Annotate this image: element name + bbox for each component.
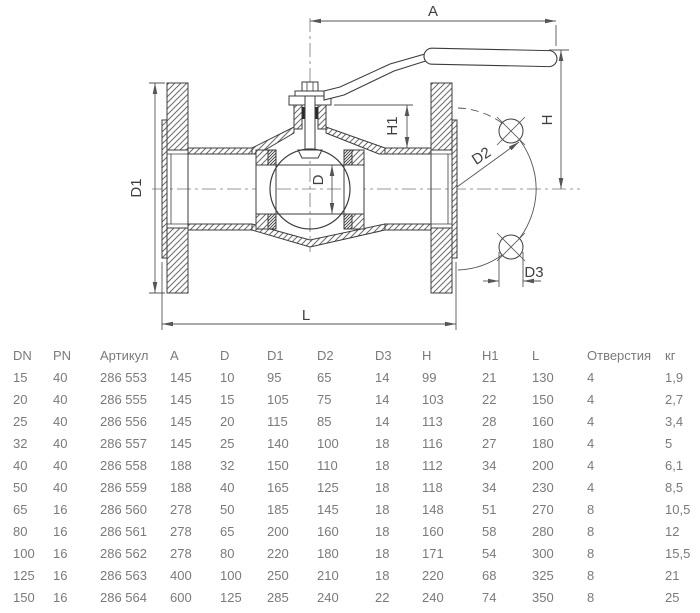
table-row-indent [0, 345, 13, 367]
table-row-indent [0, 521, 13, 543]
table-cell: 250 [267, 568, 289, 583]
table-cell: 165 [267, 480, 289, 495]
table-cell: 21 [482, 370, 497, 385]
table-cell: 180 [317, 546, 339, 561]
table-cell: 286 556 [100, 414, 147, 429]
table-cell: 18 [375, 568, 390, 583]
dim-label-d3: D3 [524, 264, 544, 281]
table-cell: 40 [220, 480, 235, 495]
table-cell: 220 [422, 568, 444, 583]
flange-right [431, 83, 457, 293]
table-row-indent [0, 477, 13, 499]
table-cell: 185 [267, 502, 289, 517]
table-cell: 4 [587, 436, 595, 451]
table-cell: 325 [532, 568, 554, 583]
table-cell: 20 [13, 392, 28, 407]
table-cell: 8 [587, 524, 595, 539]
seat-right [344, 150, 364, 229]
table-cell: 22 [375, 590, 390, 605]
table-cell: 286 561 [100, 524, 147, 539]
table-cell: 286 555 [100, 392, 147, 407]
table-cell: 85 [317, 414, 332, 429]
table-cell: 4 [587, 414, 595, 429]
table-cell: 15,5 [665, 546, 691, 561]
dim-label-l: L [301, 307, 311, 324]
table-row-indent [0, 367, 13, 389]
table-cell: 113 [422, 414, 443, 429]
table-cell: 160 [317, 524, 339, 539]
table-cell: 68 [482, 568, 497, 583]
table-cell: 278 [170, 502, 192, 517]
table-cell: 188 [170, 458, 192, 473]
table-cell: 2,7 [665, 392, 684, 407]
table-cell: 278 [170, 546, 192, 561]
table-cell: 99 [422, 370, 437, 385]
table-cell: 8 [587, 568, 595, 583]
table-cell: 16 [53, 524, 68, 539]
table-cell: 150 [13, 590, 35, 605]
table-cell: 130 [532, 370, 554, 385]
table-row-indent [0, 565, 13, 587]
table-cell: 4 [587, 458, 595, 473]
table-cell: 240 [317, 590, 339, 605]
table-cell: 145 [170, 392, 192, 407]
table-cell: 145 [317, 502, 339, 517]
table-row-indent [0, 587, 13, 609]
table-cell: 32 [220, 458, 235, 473]
table-cell: 75 [317, 392, 332, 407]
table-cell: 112 [422, 458, 443, 473]
table-cell: 15 [13, 370, 28, 385]
table-cell: 15 [220, 392, 235, 407]
table-cell: 18 [375, 458, 390, 473]
dim-label-a: A [427, 3, 439, 20]
table-row-indent [0, 543, 13, 565]
table-cell: 286 560 [100, 502, 147, 517]
table-cell: 400 [170, 568, 192, 583]
table-cell: 230 [532, 480, 554, 495]
table-cell: 1,9 [665, 370, 684, 385]
table-row-indent [0, 433, 13, 455]
table-cell: 300 [532, 546, 554, 561]
table-cell: 286 562 [100, 546, 147, 561]
table-row-indent [0, 499, 13, 521]
table-row-indent [0, 455, 13, 477]
column-header: PN [53, 348, 72, 363]
table-cell: 40 [53, 414, 68, 429]
table-cell: 200 [267, 524, 289, 539]
table-cell: 14 [375, 392, 390, 407]
column-header: D1 [267, 348, 284, 363]
table-cell: 150 [532, 392, 554, 407]
dim-label-d1: D1 [128, 178, 145, 198]
column-header: L [532, 348, 540, 363]
table-cell: 145 [170, 436, 192, 451]
column-header: D [220, 348, 230, 363]
table-cell: 6,1 [665, 458, 684, 473]
table-cell: 280 [532, 524, 554, 539]
dim-label-h1: H1 [384, 116, 401, 136]
table-cell: 286 557 [100, 436, 147, 451]
table-cell: 25 [665, 590, 680, 605]
table-cell: 65 [13, 502, 28, 517]
table-cell: 125 [13, 568, 35, 583]
table-cell: 8 [587, 590, 595, 605]
table-cell: 148 [422, 502, 444, 517]
table-cell: 286 563 [100, 568, 147, 583]
table-cell: 32 [13, 436, 28, 451]
table-cell: 150 [267, 458, 289, 473]
table-cell: 286 564 [100, 590, 147, 605]
table-cell: 50 [13, 480, 28, 495]
table-cell: 80 [13, 524, 28, 539]
table-cell: 51 [482, 502, 497, 517]
table-cell: 40 [53, 458, 68, 473]
table-cell: 200 [532, 458, 554, 473]
column-header: кг [665, 348, 676, 363]
flange-left [162, 83, 188, 293]
table-cell: 14 [375, 370, 390, 385]
table-cell: 4 [587, 392, 595, 407]
table-cell: 34 [482, 480, 497, 495]
table-cell: 125 [317, 480, 339, 495]
table-cell: 140 [267, 436, 289, 451]
table-cell: 18 [375, 480, 390, 495]
table-cell: 10,5 [665, 502, 691, 517]
table-cell: 18 [375, 524, 390, 539]
table-cell: 116 [422, 436, 443, 451]
table-cell: 58 [482, 524, 497, 539]
table-cell: 8 [587, 502, 595, 517]
table-cell: 350 [532, 590, 554, 605]
table-cell: 180 [532, 436, 554, 451]
table-cell: 14 [375, 414, 390, 429]
table-cell: 80 [220, 546, 235, 561]
table-cell: 10 [220, 370, 235, 385]
column-header: Отверстия [587, 348, 652, 363]
table-cell: 16 [53, 546, 68, 561]
column-header: A [170, 348, 179, 363]
table-cell: 278 [170, 524, 192, 539]
table-cell: 54 [482, 546, 497, 561]
table-cell: 286 553 [100, 370, 147, 385]
table-cell: 100 [13, 546, 35, 561]
dim-label-d: D [310, 174, 327, 186]
table-cell: 40 [13, 458, 28, 473]
table-row-indent [0, 411, 13, 433]
table-cell: 115 [267, 414, 288, 429]
table-cell: 110 [317, 458, 338, 473]
table-cell: 220 [267, 546, 289, 561]
table-cell: 25 [13, 414, 28, 429]
table-cell: 171 [422, 546, 444, 561]
table-cell: 8 [587, 546, 595, 561]
table-cell: 285 [267, 590, 289, 605]
table-cell: 160 [422, 524, 444, 539]
table-cell: 65 [220, 524, 235, 539]
table-cell: 18 [375, 546, 390, 561]
table-cell: 50 [220, 502, 235, 517]
table-cell: 16 [53, 568, 68, 583]
column-header: Артикул [100, 348, 149, 363]
table-cell: 74 [482, 590, 497, 605]
column-header: DN [13, 348, 32, 363]
table-cell: 100 [220, 568, 242, 583]
table-cell: 8,5 [665, 480, 684, 495]
table-cell: 160 [532, 414, 554, 429]
table-cell: 18 [375, 436, 390, 451]
table-cell: 12 [665, 524, 680, 539]
table-cell: 105 [267, 392, 289, 407]
column-header: H [422, 348, 432, 363]
table-cell: 34 [482, 458, 497, 473]
table-cell: 20 [220, 414, 235, 429]
column-header: D3 [375, 348, 392, 363]
table-cell: 25 [220, 436, 235, 451]
table-cell: 286 559 [100, 480, 147, 495]
table-cell: 103 [422, 392, 444, 407]
dim-label-h: H [539, 114, 556, 126]
table-cell: 21 [665, 568, 680, 583]
table-cell: 5 [665, 436, 673, 451]
table-cell: 4 [587, 370, 595, 385]
table-cell: 40 [53, 480, 68, 495]
table-cell: 240 [422, 590, 444, 605]
table-cell: 18 [375, 502, 390, 517]
table-cell: 27 [482, 436, 497, 451]
table-cell: 270 [532, 502, 554, 517]
table-cell: 145 [170, 414, 192, 429]
table-cell: 125 [220, 590, 242, 605]
dim-label-d2: D2 [468, 143, 495, 169]
table-cell: 16 [53, 502, 68, 517]
column-header: H1 [482, 348, 499, 363]
table-cell: 145 [170, 370, 192, 385]
table-row-indent [0, 389, 13, 411]
table-cell: 40 [53, 436, 68, 451]
table-cell: 286 558 [100, 458, 147, 473]
table-cell: 188 [170, 480, 192, 495]
seat-left [256, 150, 276, 229]
dimensions-table [0, 345, 700, 609]
table-cell: 40 [53, 392, 68, 407]
table-cell: 16 [53, 590, 68, 605]
table-cell: 210 [317, 568, 339, 583]
table-cell: 28 [482, 414, 497, 429]
table-cell: 40 [53, 370, 68, 385]
table-cell: 22 [482, 392, 497, 407]
table-cell: 118 [422, 480, 443, 495]
table-cell: 3,4 [665, 414, 684, 429]
table-cell: 600 [170, 590, 192, 605]
column-header: D2 [317, 348, 334, 363]
table-cell: 100 [317, 436, 339, 451]
table-cell: 95 [267, 370, 282, 385]
table-cell: 4 [587, 480, 595, 495]
table-cell: 65 [317, 370, 332, 385]
